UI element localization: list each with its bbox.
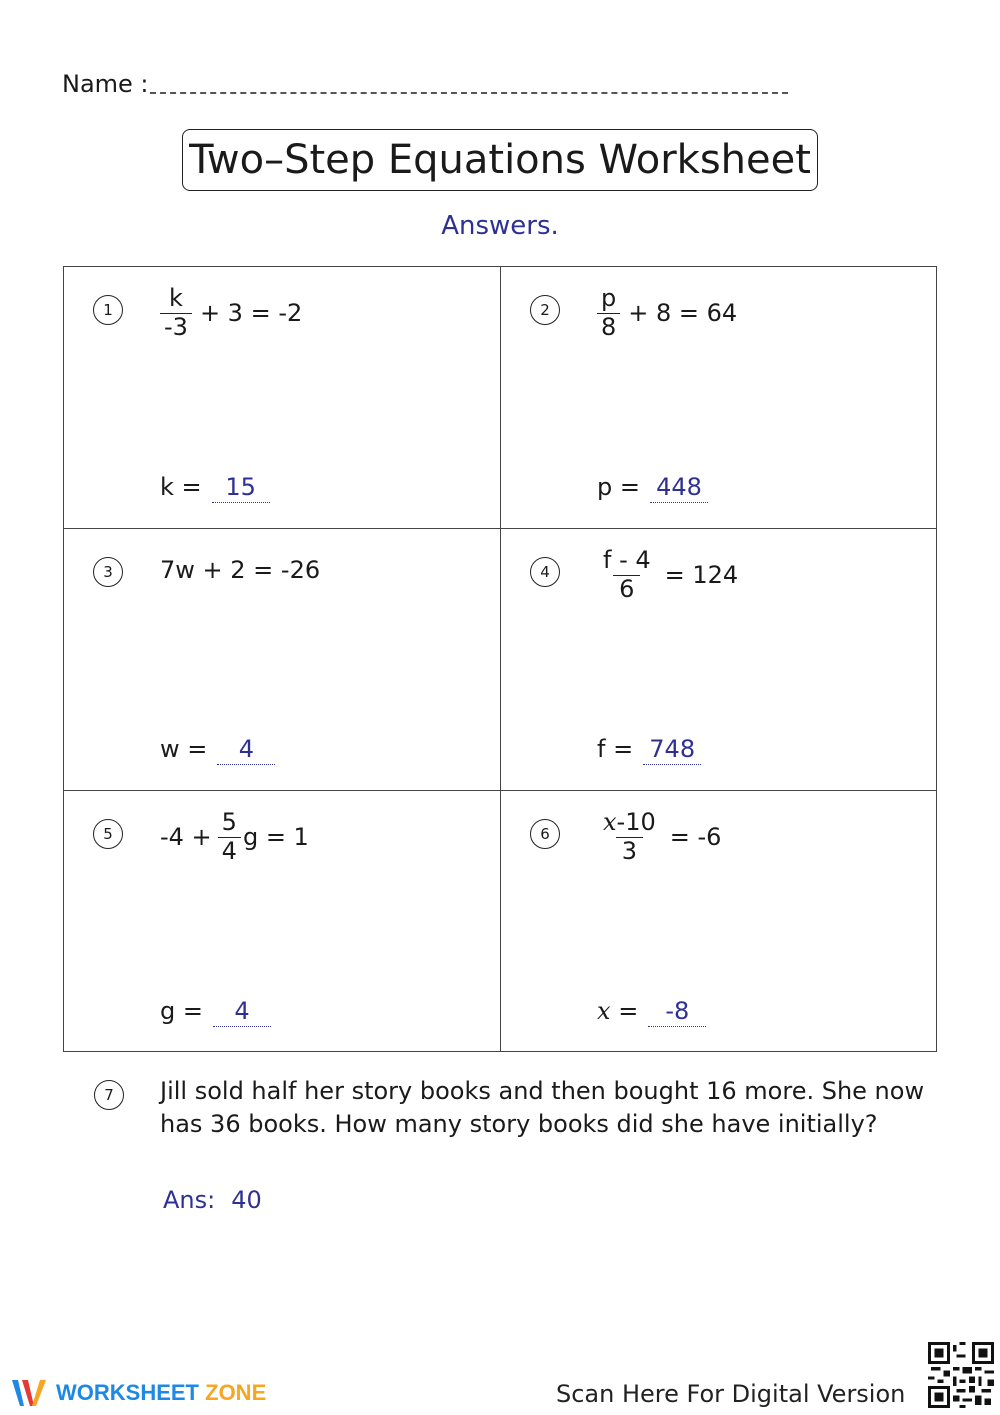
logo-word: WORKSHEET xyxy=(56,1380,199,1405)
fraction-numerator: k xyxy=(169,284,183,312)
equation xyxy=(597,285,737,341)
problem-3 xyxy=(64,529,501,791)
answer-value[interactable]: 4 xyxy=(213,997,271,1027)
worksheet-zone-logo[interactable] xyxy=(10,1376,266,1410)
answer-row xyxy=(597,473,708,503)
problem-number: 3 xyxy=(93,557,123,587)
answer-row xyxy=(597,735,701,765)
answer-value[interactable]: 15 xyxy=(212,473,270,503)
answer-value[interactable]: -8 xyxy=(648,997,706,1027)
word-problem-text: Jill sold half her story books and then bought 16 more. She now has 36 books. How many story books did she have initially? xyxy=(160,1077,925,1138)
problem-1 xyxy=(64,267,501,529)
equation: 7w + 2 = -26 xyxy=(160,556,321,584)
equation xyxy=(160,809,309,865)
fraction-numerator: p xyxy=(601,284,617,312)
logo-w-icon xyxy=(10,1376,50,1410)
equation-rest: = -6 xyxy=(669,823,722,852)
problem-2 xyxy=(501,267,938,529)
equation xyxy=(597,547,738,603)
problem-number: 4 xyxy=(530,557,560,587)
problem-4 xyxy=(501,529,938,791)
problem-grid xyxy=(63,266,937,1052)
equation-prefix: -4 + xyxy=(160,823,212,852)
fraction-numerator xyxy=(597,809,662,837)
worksheet-title: Two–Step Equations Worksheet xyxy=(182,129,818,191)
fraction-denominator: 4 xyxy=(218,837,241,866)
answer-label: Ans: xyxy=(163,1186,216,1214)
variable-label: g = xyxy=(160,997,203,1025)
fraction-numerator: 5 xyxy=(221,808,237,836)
problem-number: 6 xyxy=(530,819,560,849)
equation-rest: g = 1 xyxy=(242,823,309,852)
equation-rest: = 124 xyxy=(664,561,739,590)
variable-label: w = xyxy=(160,735,208,763)
fraction xyxy=(597,285,620,341)
problem-5 xyxy=(64,791,501,1053)
variable-label: p = xyxy=(597,473,640,501)
answer-row xyxy=(160,735,275,765)
name-field[interactable] xyxy=(150,92,788,94)
variable-label: k = xyxy=(160,473,202,501)
problem-number: 7 xyxy=(94,1080,124,1110)
variable-label: f = xyxy=(597,735,634,763)
equation xyxy=(160,285,302,341)
qr-code-icon[interactable] xyxy=(928,1342,994,1408)
fraction xyxy=(597,547,657,603)
answer-value[interactable]: 40 xyxy=(231,1186,262,1214)
fraction xyxy=(597,809,662,865)
scan-caption: Scan Here For Digital Version xyxy=(556,1380,906,1408)
problem-number: 1 xyxy=(93,295,123,325)
numerator-constant: -10 xyxy=(616,808,656,836)
logo-text xyxy=(56,1380,266,1406)
answer-value[interactable]: 748 xyxy=(643,735,701,765)
problem-number: 5 xyxy=(93,819,123,849)
answer-value[interactable]: 4 xyxy=(217,735,275,765)
variable-x: x xyxy=(597,997,611,1025)
answer-row xyxy=(597,997,706,1027)
variable-label xyxy=(597,997,638,1025)
problem-6 xyxy=(501,791,938,1053)
answer-row xyxy=(160,473,270,503)
variable-x: x xyxy=(603,808,617,836)
logo-zone: ZONE xyxy=(205,1380,267,1405)
equation xyxy=(597,809,721,865)
equation-rest: + 3 = -2 xyxy=(199,299,303,328)
fraction xyxy=(160,285,192,341)
word-problem-answer xyxy=(163,1186,262,1214)
fraction-numerator: f - 4 xyxy=(603,546,651,574)
fraction-denominator: -3 xyxy=(160,313,192,342)
fraction xyxy=(218,809,241,865)
fraction-denominator: 8 xyxy=(597,313,620,342)
fraction-denominator: 6 xyxy=(613,575,640,604)
fraction-denominator: 3 xyxy=(616,837,643,866)
answer-row xyxy=(160,997,271,1027)
equals-sign: = xyxy=(618,997,639,1025)
equation-rest: + 8 = 64 xyxy=(628,299,738,328)
name-label: Name : xyxy=(62,70,149,98)
problem-number: 2 xyxy=(530,295,560,325)
answer-value[interactable]: 448 xyxy=(650,473,708,503)
answers-subtitle: Answers. xyxy=(441,211,559,241)
